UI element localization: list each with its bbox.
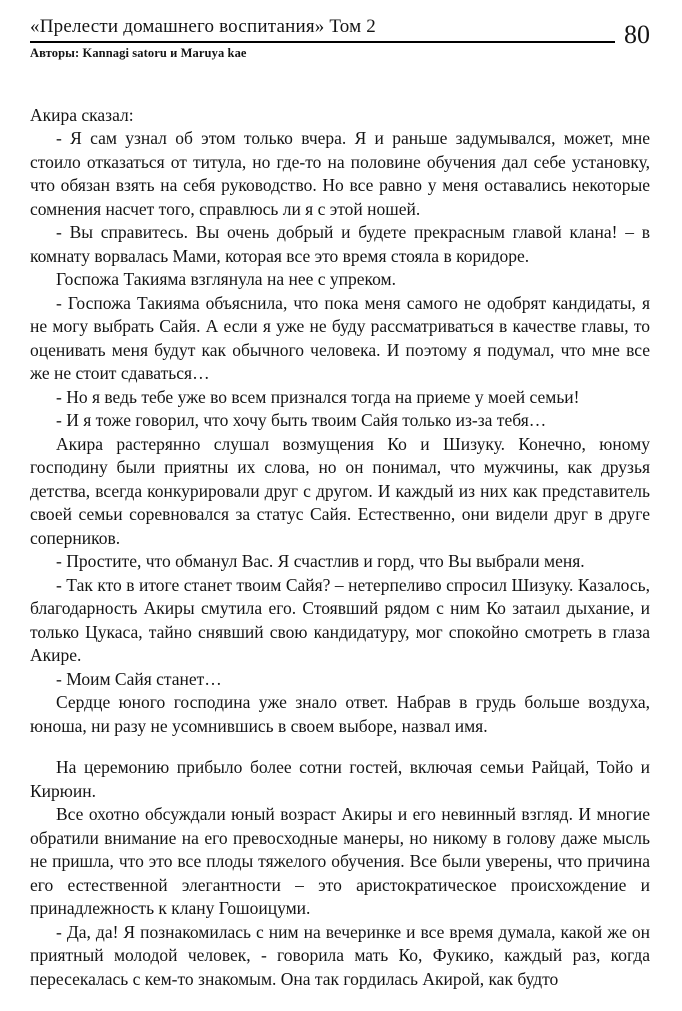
paragraph: Все охотно обсуждали юный возраст Акиры и его невинный взгляд. И многие обратили внимание на его превосходные манеры, но никому в голову даже мысль не пришла, что это все плоды тяжелого обучения. Все были уверены, что причина его естественной элегантности – это аристократическое происхождение и принадлежность к клану Гошоицуми. [30,804,650,919]
header-row [30,16,650,49]
paragraph: - Так кто в итоге станет твоим Сайя? – нетерпеливо спросил Шизуку. Казалось, благодарность Акиры смутила его. Стоявший рядом с ним Ко затаил дыхание, и только Цукаса, тайно снявший свою кандидатуру, мог спокойно смотреть в глаза Акире. [30,574,650,666]
paragraph: - Вы справитесь. Вы очень добрый и будете прекрасным главой клана! – в комнату ворвалась Мами, которая все это время стояла в коридоре. [30,222,650,266]
paragraph: - Моим Сайя станет… [56,668,222,689]
authors-line: Авторы: Kannagi satoru и Maruya kae [30,45,247,60]
paragraph: - Простите, что обманул Вас. Я счастлив и горд, что Вы выбрали меня. [56,551,585,572]
paragraph: На церемонию прибыло более сотни гостей, включая семьи Райцай, Тойо и Кирюин. [30,757,650,801]
paragraph: - Госпожа Такияма объяснила, что пока меня самого не одобрят кандидаты, я не могу выбрать Сайя. А если я уже не буду рассматриваться в качестве главы, то оценивать меня будут как обычного человека. И поэтому я подумал, что мне все же не стоит сдаваться… [30,292,650,384]
paragraph: - Но я ведь тебе уже во всем признался тогда на приеме у моей семьи! [56,386,580,407]
paragraph: Акира растерянно слушал возмущения Ко и Шизуку. Конечно, юному господину были приятны их слова, но он понимал, что мужчины, как друзья детства, всегда конкурировали друг с другом. И каждый из них как представитель своей семьи соревновался за статус Сайя. Естественно, они видели друг в друге соперников. [30,433,650,548]
paragraph: - И я тоже говорил, что хочу быть твоим Сайя только из-за тебя… [56,410,547,431]
page-number: 80 [624,19,650,49]
book-title: «Прелести домашнего воспитания» Том 2 [30,16,615,43]
paragraph: Акира сказал: [30,104,134,125]
paragraph: Сердце юного господина уже знало ответ. Набрав в грудь больше воздуха, юноша, ни разу не усомнившись в своем выборе, назвал имя. [30,692,650,736]
story-text [30,104,650,992]
paragraph: - Я сам узнал об этом только вчера. Я и раньше задумывался, может, мне стоило отказаться от титула, но где-то на половине обучения дал себе установку, что обязан взять на себя руководство. Но все равно у меня оставались некоторые сомнения насчет того, справлюсь ли я с этой ношей. [30,128,650,219]
story-section-1 [30,104,650,739]
paragraph: Госпожа Такияма взглянула на нее с упреком. [56,269,396,290]
paragraph: - Да, да! Я познакомилась с ним на вечеринке и все время думала, какой же он приятный молодой человек, - говорила мать Ко, Фукико, каждый раз, когда пересекалась с кем-то знакомым. Она так гордилась Акирой, как будто [30,921,650,989]
story-section-2 [30,756,650,991]
page-header [30,16,650,61]
